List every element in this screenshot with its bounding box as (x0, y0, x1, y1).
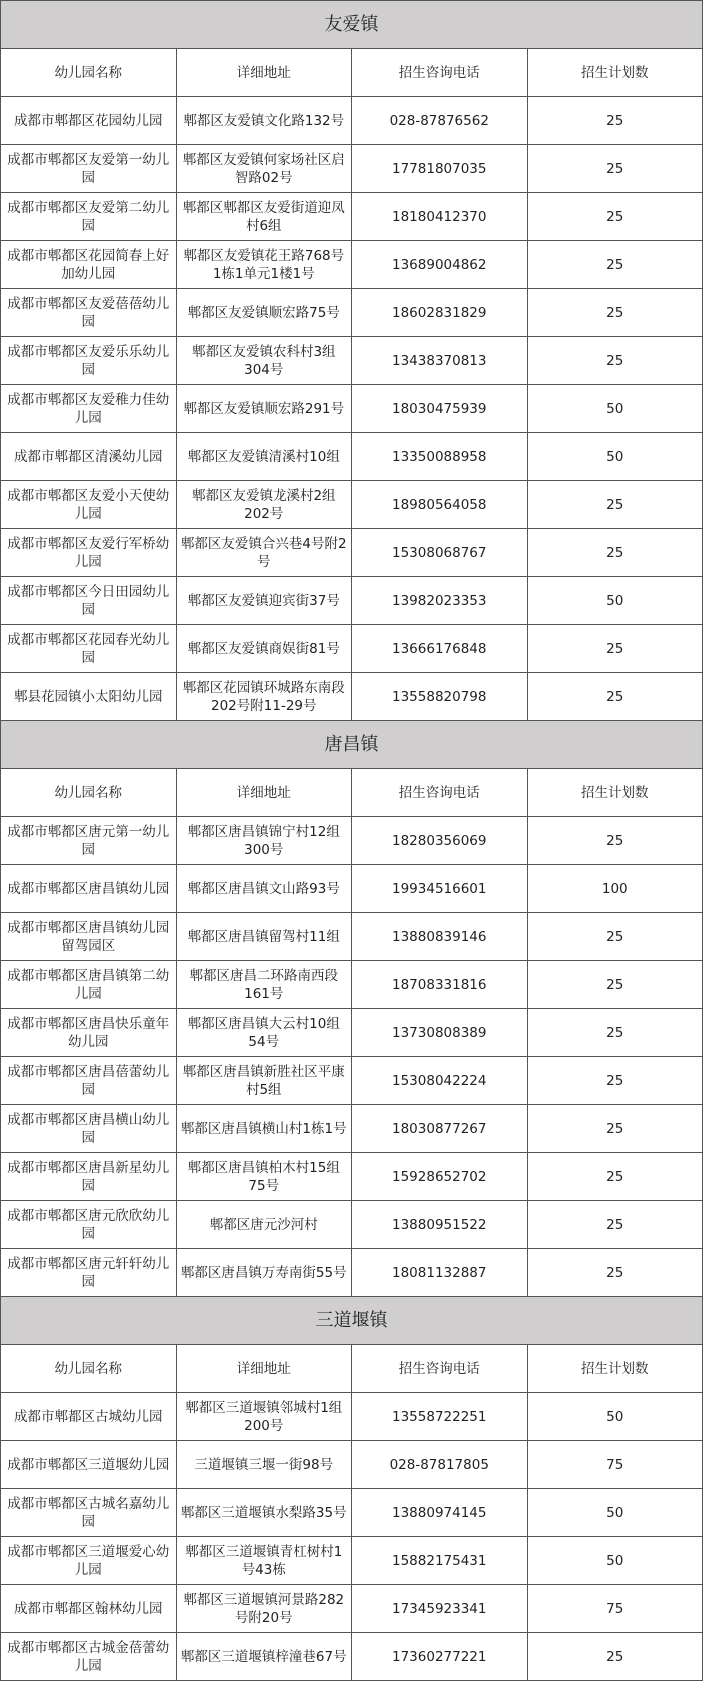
kindergarten-name: 成都市郫都区唐昌新星幼儿园 (1, 1153, 177, 1201)
plan-count: 25 (527, 241, 703, 289)
kindergarten-name: 成都市郫都区唐元欣欣幼儿园 (1, 1201, 177, 1249)
address: 郫都区友爱镇迎宾街37号 (176, 577, 352, 625)
plan-count: 25 (527, 1057, 703, 1105)
plan-count: 25 (527, 481, 703, 529)
table-row (1, 241, 703, 289)
table-row (1, 1201, 703, 1249)
address: 郫都区友爱镇农科村3组304号 (176, 337, 352, 385)
table-row (1, 433, 703, 481)
plan-count: 75 (527, 1441, 703, 1489)
phone: 15882175431 (352, 1537, 528, 1585)
header-address: 详细地址 (176, 769, 352, 817)
table-row (1, 145, 703, 193)
kindergarten-name: 成都市郫都区唐昌横山幼儿园 (1, 1105, 177, 1153)
kindergarten-name: 成都市郫都区友爱小天使幼儿园 (1, 481, 177, 529)
address: 郫都区友爱镇合兴巷4号附2号 (176, 529, 352, 577)
phone: 19934516601 (352, 865, 528, 913)
kindergarten-name: 成都市郫都区友爱行军桥幼儿园 (1, 529, 177, 577)
kindergarten-name: 成都市郫都区唐昌镇第二幼儿园 (1, 961, 177, 1009)
table-row (1, 1057, 703, 1105)
plan-count: 25 (527, 673, 703, 721)
town-name: 三道堰镇 (1, 1297, 703, 1345)
kindergarten-name: 成都市郫都区唐昌蓓蕾幼儿园 (1, 1057, 177, 1105)
address: 郫都区友爱镇文化路132号 (176, 97, 352, 145)
phone: 028-87817805 (352, 1441, 528, 1489)
table-body (1, 1, 703, 1681)
table-row (1, 1489, 703, 1537)
table-row (1, 193, 703, 241)
address: 郫都区唐昌二环路南西段161号 (176, 961, 352, 1009)
plan-count: 50 (527, 1537, 703, 1585)
header-phone: 招生咨询电话 (352, 49, 528, 97)
address: 郫都区三道堰镇水梨路35号 (176, 1489, 352, 1537)
table-row (1, 673, 703, 721)
kindergarten-name: 成都市郫都区三道堰幼儿园 (1, 1441, 177, 1489)
table-row (1, 1105, 703, 1153)
table-row (1, 1537, 703, 1585)
plan-count: 25 (527, 1105, 703, 1153)
address: 郫都区友爱镇何家场社区启智路02号 (176, 145, 352, 193)
plan-count: 25 (527, 145, 703, 193)
column-header-row (1, 769, 703, 817)
kindergarten-name: 成都市郫都区唐昌镇幼儿园 (1, 865, 177, 913)
table-row (1, 961, 703, 1009)
phone: 18708331816 (352, 961, 528, 1009)
address: 郫都区唐昌镇大云村10组54号 (176, 1009, 352, 1057)
table-row (1, 1441, 703, 1489)
address: 郫都区友爱镇商娱街81号 (176, 625, 352, 673)
address: 郫都区友爱镇花王路768号1栋1单元1楼1号 (176, 241, 352, 289)
header-address: 详细地址 (176, 49, 352, 97)
kindergarten-name: 成都市郫都区唐昌快乐童年幼儿园 (1, 1009, 177, 1057)
phone: 15308042224 (352, 1057, 528, 1105)
table-row (1, 625, 703, 673)
plan-count: 25 (527, 1249, 703, 1297)
plan-count: 50 (527, 385, 703, 433)
header-address: 详细地址 (176, 1345, 352, 1393)
plan-count: 25 (527, 97, 703, 145)
phone: 17781807035 (352, 145, 528, 193)
table-row (1, 481, 703, 529)
kindergarten-name: 成都市郫都区友爱第二幼儿园 (1, 193, 177, 241)
table-row (1, 385, 703, 433)
table-row (1, 529, 703, 577)
address: 郫都区三道堰镇梓潼巷67号 (176, 1633, 352, 1681)
phone: 18030877267 (352, 1105, 528, 1153)
kindergarten-name: 成都市郫都区清溪幼儿园 (1, 433, 177, 481)
kindergarten-name: 成都市郫都区三道堰爱心幼儿园 (1, 1537, 177, 1585)
kindergarten-name: 成都市郫都区今日田园幼儿园 (1, 577, 177, 625)
plan-count: 50 (527, 577, 703, 625)
plan-count: 25 (527, 289, 703, 337)
phone: 13730808389 (352, 1009, 528, 1057)
plan-count: 50 (527, 1393, 703, 1441)
kindergarten-name: 成都市郫都区友爱乐乐幼儿园 (1, 337, 177, 385)
phone: 17345923341 (352, 1585, 528, 1633)
address: 郫都区唐昌镇留驾村11组 (176, 913, 352, 961)
header-phone: 招生咨询电话 (352, 769, 528, 817)
kindergarten-name: 成都市郫都区古城幼儿园 (1, 1393, 177, 1441)
address: 郫都区友爱镇顺宏路291号 (176, 385, 352, 433)
plan-count: 25 (527, 913, 703, 961)
address: 郫都区友爱镇清溪村10组 (176, 433, 352, 481)
phone: 15308068767 (352, 529, 528, 577)
section-header (1, 1297, 703, 1345)
phone: 18602831829 (352, 289, 528, 337)
header-name: 幼儿园名称 (1, 1345, 177, 1393)
phone: 13666176848 (352, 625, 528, 673)
address: 郫都区唐昌镇新胜社区平康村5组 (176, 1057, 352, 1105)
header-name: 幼儿园名称 (1, 769, 177, 817)
kindergarten-name: 成都市郫都区翰林幼儿园 (1, 1585, 177, 1633)
plan-count: 25 (527, 961, 703, 1009)
table-row (1, 1633, 703, 1681)
address: 郫都区唐昌镇锦宁村12组300号 (176, 817, 352, 865)
phone: 17360277221 (352, 1633, 528, 1681)
table-row (1, 913, 703, 961)
address: 郫都区三道堰镇青杠树村1号43栋 (176, 1537, 352, 1585)
phone: 18280356069 (352, 817, 528, 865)
phone: 13689004862 (352, 241, 528, 289)
plan-count: 100 (527, 865, 703, 913)
table-row (1, 289, 703, 337)
address: 三道堰镇三堰一街98号 (176, 1441, 352, 1489)
table-row (1, 1393, 703, 1441)
table-row (1, 1585, 703, 1633)
kindergarten-name: 成都市郫都区花园春光幼儿园 (1, 625, 177, 673)
address: 郫都区唐昌镇文山路93号 (176, 865, 352, 913)
plan-count: 25 (527, 1201, 703, 1249)
header-phone: 招生咨询电话 (352, 1345, 528, 1393)
phone: 18980564058 (352, 481, 528, 529)
phone: 18030475939 (352, 385, 528, 433)
table-row (1, 865, 703, 913)
plan-count: 75 (527, 1585, 703, 1633)
table-row (1, 1249, 703, 1297)
phone: 13350088958 (352, 433, 528, 481)
table-row (1, 337, 703, 385)
address: 郫都区唐昌镇横山村1栋1号 (176, 1105, 352, 1153)
table-row (1, 1153, 703, 1201)
address: 郫都区三道堰镇邻城村1组200号 (176, 1393, 352, 1441)
plan-count: 25 (527, 817, 703, 865)
phone: 18081132887 (352, 1249, 528, 1297)
phone: 13880839146 (352, 913, 528, 961)
phone: 13982023353 (352, 577, 528, 625)
kindergarten-name: 成都市郫都区花园简春上好加幼儿园 (1, 241, 177, 289)
plan-count: 25 (527, 1633, 703, 1681)
table-row (1, 577, 703, 625)
address: 郫都区友爱镇顺宏路75号 (176, 289, 352, 337)
phone: 13438370813 (352, 337, 528, 385)
section-header (1, 721, 703, 769)
table-row (1, 1009, 703, 1057)
phone: 13880974145 (352, 1489, 528, 1537)
plan-count: 25 (527, 1009, 703, 1057)
address: 郫都区三道堰镇河景路282号附20号 (176, 1585, 352, 1633)
kindergarten-name: 成都市郫都区花园幼儿园 (1, 97, 177, 145)
address: 郫都区唐昌镇万寿南街55号 (176, 1249, 352, 1297)
phone: 13558820798 (352, 673, 528, 721)
kindergarten-name: 成都市郫都区古城名嘉幼儿园 (1, 1489, 177, 1537)
phone: 15928652702 (352, 1153, 528, 1201)
plan-count: 25 (527, 529, 703, 577)
address: 郫都区唐元沙河村 (176, 1201, 352, 1249)
column-header-row (1, 49, 703, 97)
header-plan: 招生计划数 (527, 769, 703, 817)
address: 郫都区友爱镇龙溪村2组202号 (176, 481, 352, 529)
header-name: 幼儿园名称 (1, 49, 177, 97)
kindergarten-name: 成都市郫都区友爱稚力佳幼儿园 (1, 385, 177, 433)
address: 郫都区花园镇环城路东南段202号附11-29号 (176, 673, 352, 721)
plan-count: 25 (527, 193, 703, 241)
kindergarten-name: 成都市郫都区唐昌镇幼儿园留驾园区 (1, 913, 177, 961)
header-plan: 招生计划数 (527, 49, 703, 97)
column-header-row (1, 1345, 703, 1393)
section-header (1, 1, 703, 49)
header-plan: 招生计划数 (527, 1345, 703, 1393)
plan-count: 50 (527, 1489, 703, 1537)
kindergarten-name: 成都市郫都区友爱第一幼儿园 (1, 145, 177, 193)
kindergarten-name: 成都市郫都区古城金蓓蕾幼儿园 (1, 1633, 177, 1681)
address: 郫都区唐昌镇柏木村15组75号 (176, 1153, 352, 1201)
phone: 13880951522 (352, 1201, 528, 1249)
phone: 18180412370 (352, 193, 528, 241)
table-row (1, 817, 703, 865)
kindergarten-name: 成都市郫都区唐元第一幼儿园 (1, 817, 177, 865)
plan-count: 25 (527, 337, 703, 385)
phone: 028-87876562 (352, 97, 528, 145)
plan-count: 50 (527, 433, 703, 481)
table-row (1, 97, 703, 145)
kindergarten-name: 郫县花园镇小太阳幼儿园 (1, 673, 177, 721)
address: 郫都区郫都区友爱街道迎凤村6组 (176, 193, 352, 241)
plan-count: 25 (527, 625, 703, 673)
kindergarten-name: 成都市郫都区友爱蓓蓓幼儿园 (1, 289, 177, 337)
plan-count: 25 (527, 1153, 703, 1201)
town-name: 友爱镇 (1, 1, 703, 49)
phone: 13558722251 (352, 1393, 528, 1441)
town-name: 唐昌镇 (1, 721, 703, 769)
kindergarten-name: 成都市郫都区唐元轩轩幼儿园 (1, 1249, 177, 1297)
